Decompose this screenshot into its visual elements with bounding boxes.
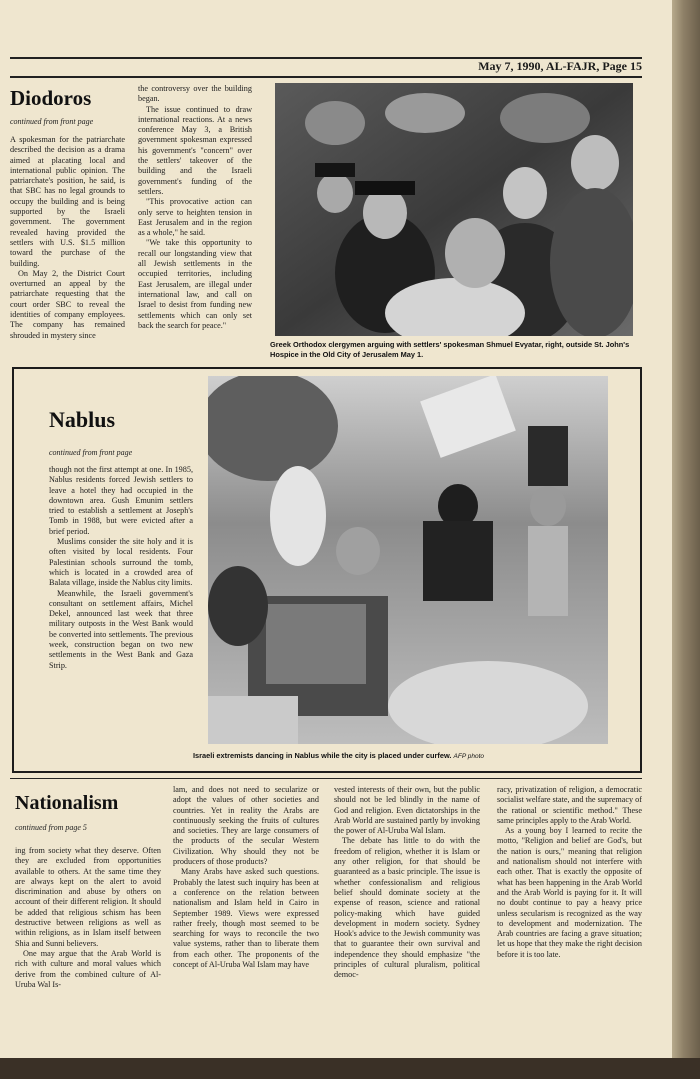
header-rule xyxy=(10,76,642,78)
paragraph: ing from society what they deserve. Often they are excluded from opportunities available to others. At the same time they are always kept on the alert to avoid discrimination and abuse by others on account of their different religion. It should be added that religious schism has been destructive between religions as well as within religions, as in Islam itself between Shia and Sunni believers. xyxy=(15,846,161,948)
nationalism-column-1 xyxy=(15,846,161,990)
paragraph: One may argue that the Arab World is rich with culture and moral values which derive from the combined culture of Al-Uruba Wal Is- xyxy=(15,948,161,989)
diodoros-column-2 xyxy=(138,84,252,331)
diodoros-photo xyxy=(275,83,633,336)
nablus-caption-text: Israeli extremists dancing in Nablus while the city is placed under curfew. xyxy=(193,751,452,760)
paragraph: Meanwhile, the Israeli government's consultant on settlement affairs, Michel Dekel, announced last week that three military outposts in the West Bank would be converted into settlements. The previous week, construction began on two new settlements in the West Bank and Gaza Strip. xyxy=(49,588,193,670)
paragraph: vested interests of their own, but the public should not be led blindly in the name of God and religion. Even dictatorships in the Arab World are sustained partly by invoking the power of Al-Uruba Wal Islam. xyxy=(334,785,480,836)
nationalism-headline: Nationalism xyxy=(15,792,119,814)
section-rule xyxy=(10,778,642,779)
nationalism-continued: continued from page 5 xyxy=(15,823,87,832)
page-edge xyxy=(672,0,700,1079)
paragraph: Many Arabs have asked such questions. Probably the latest such inquiry has been at a conference on the relation between nationalism and Islam held in Cairo in September 1989. Views were expressed rather freely, though most seemed to be searching for ways to reconcile the two value systems, rather than to liberate them from each other. The proponents of the concept of Al-Uruba Wal Islam may have xyxy=(173,867,319,970)
paragraph: The debate has little to do with the freedom of religion, whether it is Islam or any other religion, for that should be guaranteed as a basic principle. The issue is whether confessionalism and religious belief should dominate society at the expense of reason, science and rational policy-making which have guided development in modern society. Sydney Hook's advice to the Jewish community was that to guarantee their own survival and independence they should emphasize "the principles of cultural pluralism, political democ- xyxy=(334,836,480,980)
diodoros-continued: continued from front page xyxy=(10,117,94,126)
paragraph: though not the first attempt at one. In 1985, Nablus residents forced Jewish settlers to leave a hotel they had occupied in the downtown area. Gush Emunim settlers tried to establish a settlement at Joseph's Tomb in 1988, but were evicted after a brief period. xyxy=(49,465,193,536)
paragraph: Muslims consider the site holy and it is often visited by local residents. Four Palestinian schools surround the tomb, which is located in a crowded area of Balata village, inside the Nablus city limits. xyxy=(49,537,193,588)
nationalism-column-2 xyxy=(173,785,319,970)
nablus-headline: Nablus xyxy=(49,407,116,432)
paragraph: As a young boy I learned to recite the motto, "Religion and belief are God's, but the nation is ours," meaning that religion and nationalism should not interfere with each other. That is exactly the opposite of what has been happening in the Arab World and the Arab World is paying for it. It will no doubt continue to pay a heavy price unless secularism is recognized as the way to development and modernization. The Arab countries are facing a grave situation; let us hope that they make the right decision before it is too late. xyxy=(497,826,642,959)
paragraph: lam, and does not need to secularize or adopt the values of other societies and countries. Yet in reality the Arabs are continuously seeking the fruits of cultures and societies. They are large consumers of the products of the secular Western Civilization. Why should they not be producers of those products? xyxy=(173,785,319,867)
paragraph: "This provocative action can only serve to heighten tension in East Jerusalem and in the region as a whole," he said. xyxy=(138,197,252,238)
diodoros-caption: Greek Orthodox clergymen arguing with settlers' spokesman Shmuel Evyatar, right, outside St. John's Hospice in the Old City of Jerusalem May 1. xyxy=(270,340,630,359)
diodoros-headline: Diodoros xyxy=(10,86,92,110)
paragraph: racy, privatization of religion, a democratic socialist welfare state, and the supremacy of the rational or scientific method." These same principles apply to the Arab World. xyxy=(497,785,642,825)
page-header: May 7, 1990, AL-FAJR, Page 15 xyxy=(478,59,642,73)
nablus-continued: continued from front page xyxy=(49,448,133,457)
paragraph: A spokesman for the patriarchate described the decision as a drama aimed at placating local and international public opinion. The patriarchate's position, he said, is that SBC has no legal grounds to occupy the building and is being supported by the Israeli government. The government revealed having provided the settlers with U.S. $1.5 million toward the purchase of the building. xyxy=(10,135,125,268)
paragraph: The issue continued to draw international reactions. At a news conference May 3, a British government spokesman expressed his government's "concern" over the settlers' takeover of the building and the Israeli government's funding of the settlers. xyxy=(138,104,252,196)
nationalism-column-4 xyxy=(497,785,642,960)
paragraph: On May 2, the District Court overturned an appeal by the patriarchate requesting that the court order SBC to reveal the identities of company employees. The company has remained shrouded in mystery since xyxy=(10,268,125,340)
binder-edge xyxy=(0,1058,700,1079)
dancing-photo-image xyxy=(208,376,608,744)
nationalism-column-3 xyxy=(334,785,480,981)
paragraph: the controversy over the building began. xyxy=(138,84,252,104)
nablus-caption xyxy=(193,751,613,762)
photo-credit: AFP photo xyxy=(453,753,485,760)
nablus-photo xyxy=(208,376,608,744)
nablus-column xyxy=(49,465,193,671)
paragraph: "We take this opportunity to recall our longstanding view that all Jewish settlements in the occupied territories, including East Jerusalem, are illegal under international law, and call on Israel to desist from funding new settlements which can only set back the search for peace." xyxy=(138,238,252,330)
crowd-photo-image xyxy=(275,83,633,336)
diodoros-column-1 xyxy=(10,135,125,341)
